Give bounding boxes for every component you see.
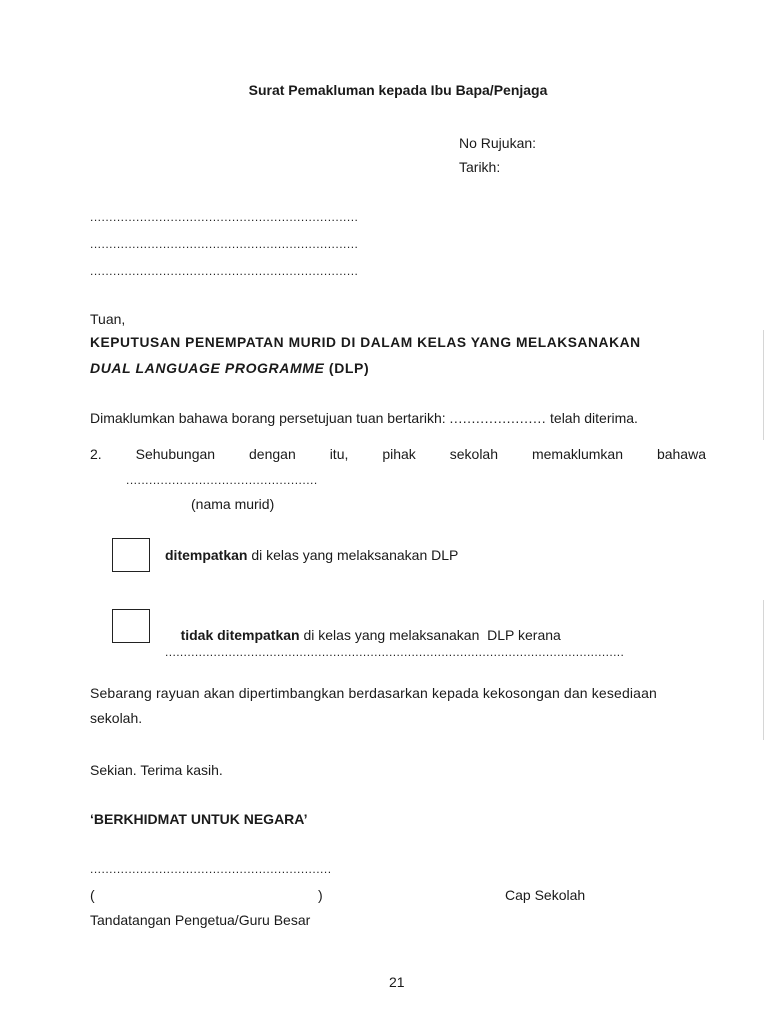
student-name-label: (nama murid) [191, 496, 275, 512]
confirmation-text: Dimaklumkan bahawa borang persetujuan tuan bertarikh: [90, 410, 446, 426]
dlp-abbreviation: (DLP) [324, 360, 370, 376]
placed-option [165, 547, 458, 563]
student-name-blank: .................................................. [126, 473, 318, 487]
placed-option-bold: ditempatkan [165, 547, 248, 563]
subject-heading-line-2 [90, 360, 369, 376]
scan-edge-mark [763, 600, 764, 740]
scan-edge-mark [763, 330, 764, 440]
placed-checkbox[interactable] [112, 538, 150, 572]
address-line-3: ...................................................................... [90, 264, 359, 278]
address-line-2: ...................................................................... [90, 237, 359, 251]
form-date-blank: ...................... [449, 410, 547, 426]
notification-paragraph [90, 446, 706, 462]
reference-number-label: No Rujukan: [459, 135, 537, 151]
appeal-paragraph-line-2: sekolah. [90, 710, 143, 726]
confirmation-paragraph [90, 410, 638, 426]
signature-blank: ............................................................... [90, 862, 332, 876]
paragraph-word: itu, [329, 446, 349, 462]
date-label: Tarikh: [459, 159, 501, 175]
not-placed-checkbox[interactable] [112, 609, 150, 643]
name-paren-close: ) [318, 887, 323, 903]
appeal-paragraph-line-1: Sebarang rayuan akan dipertimbangkan berdasarkan kepada kekosongan dan kesediaan [90, 685, 657, 701]
address-line-1: ...................................................................... [90, 210, 359, 224]
paragraph-word: dengan [249, 446, 296, 462]
closing-line: Sekian. Terima kasih. [90, 762, 223, 778]
paragraph-word: memaklumkan [531, 446, 623, 462]
paragraph-word: sekolah [449, 446, 499, 462]
paragraph-word: pihak [382, 446, 416, 462]
not-placed-option-bold: tidak ditempatkan [180, 627, 300, 643]
dlp-programme-name: DUAL LANGUAGE PROGRAMME [90, 360, 325, 376]
school-stamp-label: Cap Sekolah [505, 887, 586, 903]
motto: ‘BERKHIDMAT UNTUK NEGARA’ [90, 811, 308, 827]
confirmation-text-end: telah diterima. [546, 410, 638, 426]
salutation: Tuan, [90, 311, 126, 327]
paragraph-number: 2. [90, 446, 102, 462]
paragraph-word: bahawa [656, 446, 706, 462]
signature-label: Tandatangan Pengetua/Guru Besar [90, 912, 311, 928]
not-placed-option-text: di kelas yang melaksanakan DLP kerana [299, 627, 561, 643]
name-paren-open: ( [90, 887, 95, 903]
subject-heading-line-1: KEPUTUSAN PENEMPATAN MURID DI DALAM KELAS YANG MELAKSANAKAN [90, 335, 641, 350]
paragraph-word: Sehubungan [135, 446, 216, 462]
placed-option-text: di kelas yang melaksanakan DLP [247, 547, 459, 563]
letter-title: Surat Pemakluman kepada Ibu Bapa/Penjaga [248, 82, 548, 98]
page-number: 21 [389, 974, 405, 990]
reason-blank: ........................................................................................................................... [165, 645, 625, 659]
